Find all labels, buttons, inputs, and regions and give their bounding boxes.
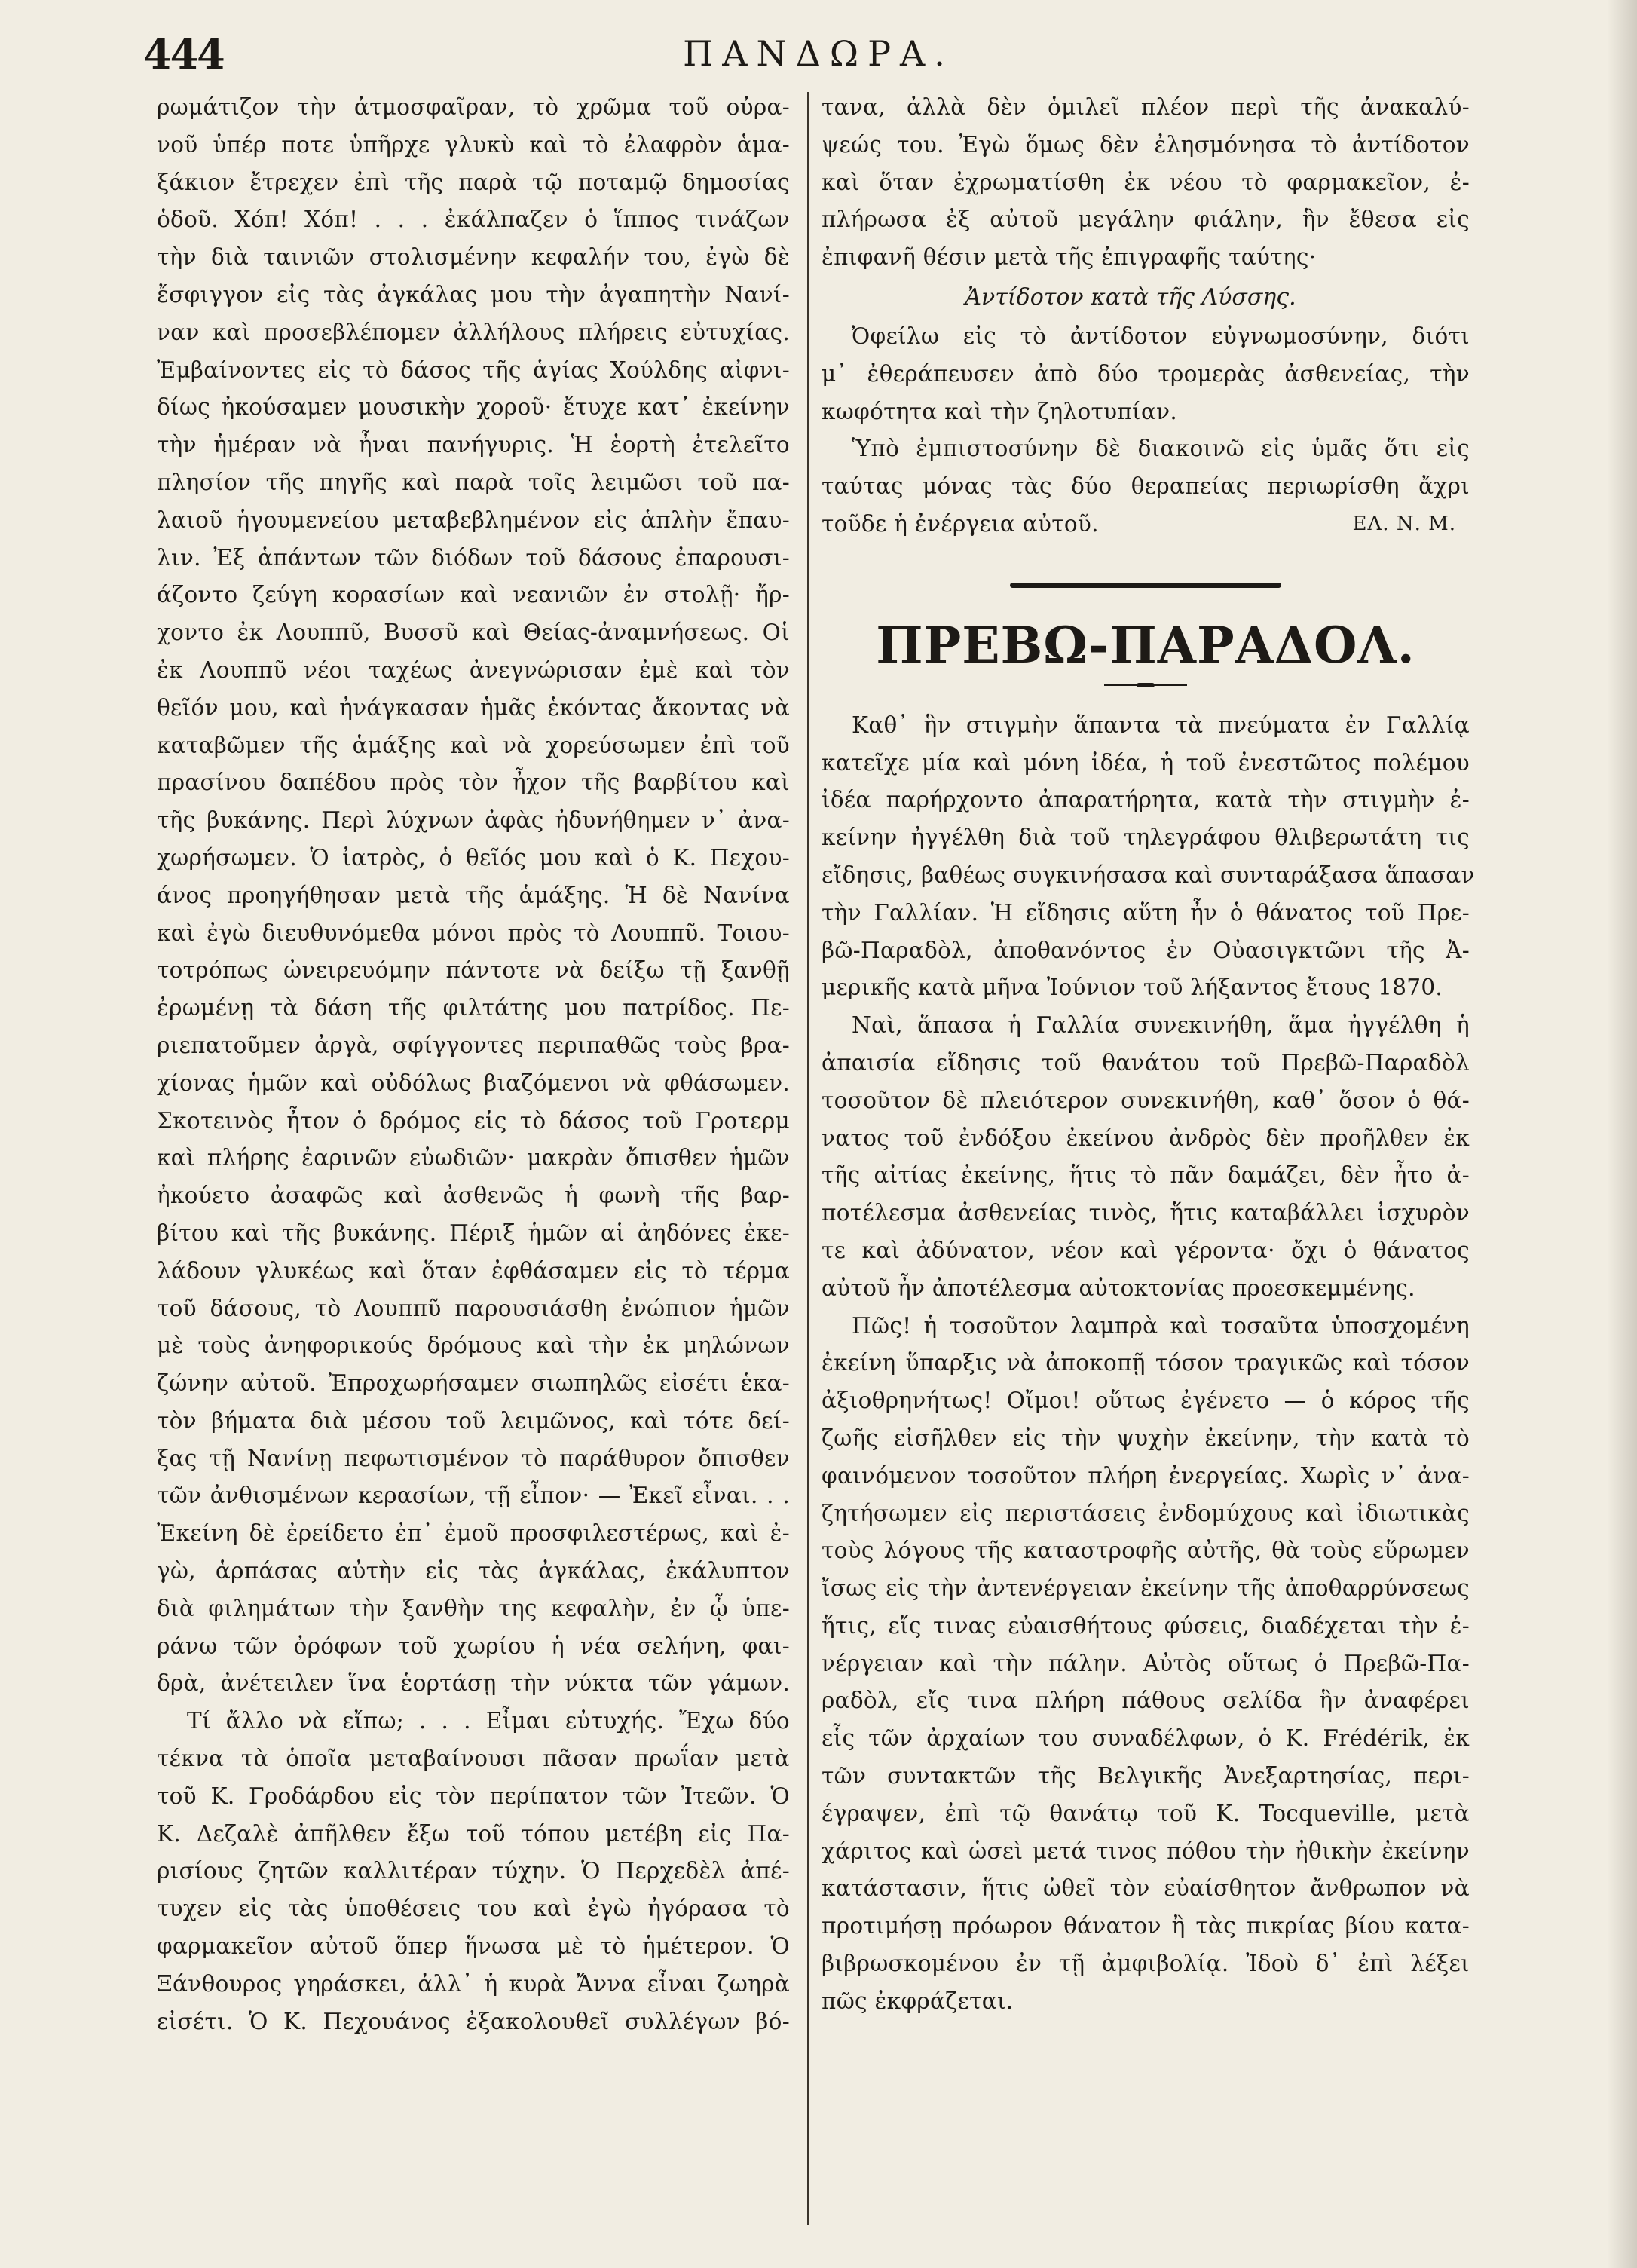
left-column bbox=[157, 89, 790, 2040]
text-line: ζητήσωμεν εἰς περιστάσεις ἐνδομύχους καὶ ἰδιωτικὰς bbox=[822, 1500, 1470, 1526]
text-line: ράνω τῶν ὀρόφων τοῦ χωρίου ἡ νέα σελήνη, φαι- bbox=[157, 1633, 790, 1659]
text-line: ἥτις, εἴς τινας εὐαισθήτους φύσεις, διαδέχεται τὴν ἐ- bbox=[822, 1612, 1470, 1639]
text-line: φαινόμενον τοσοῦτον πλήρη ἐνεργείας. Χωρὶς ν᾽ ἀνα- bbox=[822, 1462, 1470, 1489]
text-line: ζωῆς εἰσῆλθεν εἰς τὴν ψυχὴν ἐκείνην, τὴν κατὰ τὸ bbox=[822, 1425, 1470, 1451]
page-header bbox=[0, 30, 1637, 83]
text-line: Ξάνθουρος γηράσκει, ἀλλ᾽ ἡ κυρὰ Ἄννα εἶναι ζωηρὰ bbox=[157, 1970, 790, 1997]
text-line: τῆς βυκάνης. Περὶ λύχνων ἀφὰς ἠδυνήθημεν ν᾽ ἀνα- bbox=[157, 807, 790, 834]
text-line: έγραψεν, ἐπὶ τῷ θανάτῳ τοῦ Κ. Tocqueville, μετὰ bbox=[822, 1800, 1470, 1826]
text-line: εἷς τῶν ἀρχαίων του συναδέλφων, ὁ Κ. Frédérik, ἐκ bbox=[822, 1725, 1470, 1752]
text-line: χωρήσωμεν. Ὁ ἰατρὸς, ὁ θεῖός μου καὶ ὁ Κ. Πεχου- bbox=[157, 844, 790, 871]
text-line: Ὀφείλω εἰς τὸ ἀντίδοτον εὐγνωμοσύνην, διότι bbox=[852, 323, 1470, 349]
text-line: γὼ, ἁρπάσας αὐτὴν εἰς τὰς ἀγκάλας, ἐκάλυπτον bbox=[157, 1558, 790, 1584]
text-line: πρασίνου δαπέδου πρὸς τὸν ἦχον τῆς βαρβίτου καὶ bbox=[157, 770, 790, 796]
text-line: φαρμακεῖον αὐτοῦ ὅπερ ἥνωσα μὲ τὸ ἡμέτερον. Ὁ bbox=[157, 1933, 790, 1960]
text-line: Κ. Δεζαλὲ ἀπῆλθεν ἔξω τοῦ τόπου μετέβη εἰς Πα- bbox=[157, 1820, 790, 1847]
text-line: βιβρωσκομένου ἐν τῇ ἀμφιβολίᾳ. Ἰδοὺ δ᾽ ἐπὶ λέξει bbox=[822, 1951, 1470, 1977]
text-line: πλησίον τῆς πηγῆς καὶ παρὰ τοῖς λειμῶσι τοῦ πα- bbox=[157, 469, 790, 495]
text-line: Σκοτεινὸς ἦτον ὁ δρόμος εἰς τὸ δάσος τοῦ Γροτερμ bbox=[157, 1107, 790, 1134]
text-line: ἴσως εἰς τὴν ἀντενέργειαν ἐκείνην τῆς ἀποθαρρύνσεως bbox=[822, 1575, 1470, 1602]
text-line: κατεῖχε μία καὶ μόνη ἰδέα, ἡ τοῦ ἐνεστῶτος πολέμου bbox=[822, 749, 1470, 776]
text-line: τοὺς λόγους τῆς καταστροφῆς αὐτῆς, θὰ τοὺς εὕρωμεν bbox=[822, 1538, 1470, 1564]
section-divider-rule bbox=[1010, 583, 1281, 588]
text-line: κείνην ἠγγέλθη διὰ τοῦ τηλεγράφου θλιβερωτάτη τις bbox=[822, 825, 1470, 851]
text-line: χίονας ἡμῶν καὶ οὐδόλως βιαζόμενοι νὰ φθάσωμεν. bbox=[157, 1070, 790, 1096]
text-line: ξας τῇ Νανίνῃ πεφωτισμένον τὸ παράθυρον ὄπισθεν bbox=[157, 1445, 790, 1471]
article-body bbox=[822, 707, 1475, 2021]
text-line: βῶ-Παραδὸλ, ἀποθανόντος ἐν Οὐασιγκτῶνι τῆς Ἀ- bbox=[822, 937, 1470, 963]
text-line: πλήρωσα ἐξ αὐτοῦ μεγάλην φιάλην, ἣν ἔθεσα εἰς bbox=[822, 207, 1470, 233]
column-divider bbox=[807, 92, 809, 2225]
text-line: εἴδησις, βαθέως συγκινήσασα καὶ συνταράξασα ἅπασαν bbox=[822, 862, 1475, 888]
text-line: Τί ἄλλο νὰ εἴπω; . . . Εἶμαι εὐτυχής. Ἔχω δύο bbox=[187, 1708, 790, 1734]
text-line: νέργειαν καὶ τὴν πάλην. Αὐτὸς οὕτως ὁ Πρεβῶ-Πα- bbox=[822, 1650, 1470, 1676]
text-line: χοντο ἐκ Λουππῦ, Βυσσῦ καὶ Θείας-ἀναμνήσεως. Οἱ bbox=[157, 620, 790, 646]
text-line: τανα, ἀλλὰ δὲν ὁμιλεῖ πλέον περὶ τῆς ἀνακαλύ- bbox=[822, 94, 1470, 120]
text-line: αὐτοῦ ἦν ἀποτέλεσμα αὐτοκτονίας προεσκεμμένης. bbox=[822, 1275, 1415, 1301]
text-line: χάριτος καὶ ὡσεὶ μετά τινος πόθου τὴν ἠθικὴν ἐκείνην bbox=[822, 1838, 1470, 1864]
text-line: τοτρόπως ὠνειρευόμην πάντοτε νὰ δείξω τῇ ξανθῇ bbox=[157, 957, 790, 984]
text-line: λαιοῦ ἡγουμενείου μεταβεβλημένον εἰς ἁπλὴν ἔπαυ- bbox=[157, 507, 790, 533]
text-line: λάδουν γλυκέως καὶ ὅταν ἐφθάσαμεν εἰς τὸ τέρμα bbox=[157, 1257, 790, 1284]
text-line: ποτέλεσμα ἀσθενείας τινὸς, ἥτις καταβάλλει ἰσχυρὸν bbox=[822, 1200, 1470, 1226]
text-line: ζώνην αὐτοῦ. Ἐπροχωρήσαμεν σιωπηλῶς εἰσέτι ἑκα- bbox=[157, 1370, 790, 1397]
text-line: βίτου καὶ τῆς βυκάνης. Πέριξ ἡμῶν αἱ ἀηδόνες ἐκε- bbox=[157, 1220, 790, 1246]
author-signature: ΕΛ. Ν. Μ. bbox=[1352, 512, 1456, 535]
text-line: Ἐκείνη δὲ ἐρείδετο ἐπ᾽ ἐμοῦ προσφιλεστέρως, καὶ ἐ- bbox=[157, 1520, 790, 1547]
text-line: ἐρωμένῃ τὰ δάση τῆς φιλτάτης μου πατρίδος. Πε- bbox=[157, 995, 790, 1021]
text-line: ἔσφιγγον εἰς τὰς ἀγκάλας μου τὴν ἀγαπητὴν Νανί- bbox=[157, 281, 790, 308]
text-line: θεῖόν μου, καὶ ἠνάγκασαν ἡμᾶς ἑκόντας ἄκοντας νὰ bbox=[157, 694, 790, 721]
text-line: τὴν ἡμέραν νὰ ἦναι πανήγυρις. Ἡ ἑορτὴ ἐτελεῖτο bbox=[157, 432, 790, 458]
text-line: ψεώς του. Ἐγὼ ὅμως δὲν ἐλησμόνησα τὸ ἀντίδοτον bbox=[822, 131, 1470, 158]
closing-text bbox=[822, 430, 1470, 543]
text-line: Ἐμβαίνοντες εἰς τὸ δάσος τῆς ἁγίας Χούλδης αἰφνι- bbox=[157, 357, 790, 383]
text-line: ραδὸλ, εἴς τινα πλήρη πάθους σελίδα ἣν ἀναφέρει bbox=[822, 1688, 1470, 1714]
text-line: ἠκούετο ἀσαφῶς καὶ ἀσθενῶς ἡ φωνὴ τῆς βαρ- bbox=[157, 1183, 790, 1209]
text-line: νατος τοῦ ἐνδόξου ἐκείνου ἀνδρὸς δὲν προῆλθεν ἐκ bbox=[822, 1125, 1470, 1151]
text-line: τοῦ Κ. Γροδάρδου εἰς τὸν περίπατον τῶν Ἰτεῶν. Ὁ bbox=[157, 1783, 790, 1809]
text-line: καὶ ὅταν ἐχρωματίσθη ἐκ νέου τὸ φαρμακεῖον, ἐ- bbox=[822, 169, 1470, 195]
text-line: Ὑπὸ ἐμπιστοσύνην δὲ διακοινῶ εἰς ὑμᾶς ὅτι εἰς bbox=[852, 436, 1470, 462]
text-line: τέκνα τὰ ὁποῖα μεταβαίνουσι πᾶσαν πρωΐαν μετὰ bbox=[157, 1746, 790, 1772]
text-line: ριεπατοῦμεν ἀργὰ, σφίγγοντες περιπαθῶς τοὺς βρα- bbox=[157, 1032, 790, 1058]
page-number: 444 bbox=[143, 30, 224, 78]
text-line: νοῦ ὑπέρ ποτε ὑπῆρχε γλυκὺ καὶ τὸ ἐλαφρὸν ἁμα- bbox=[157, 131, 790, 158]
text-line: τῶν συντακτῶν τῆς Βελγικῆς Ἀνεξαρτησίας, περι- bbox=[822, 1763, 1470, 1789]
text-line: άζοντο ζεύγη κορασίων καὶ νεανιῶν ἐν στολῇ· ἤρ- bbox=[157, 582, 790, 608]
text-line: ἀπαισία εἴδησις τοῦ θανάτου τοῦ Πρεβῶ-Παραδὸλ bbox=[822, 1049, 1470, 1076]
text-line: τῆς αἰτίας ἐκείνης, ἥτις τὸ πᾶν δαμάζει, δὲν ἦτο ἀ- bbox=[822, 1162, 1470, 1189]
text-line: τὸν βήματα διὰ μέσου τοῦ λειμῶνος, καὶ τότε δεί- bbox=[157, 1407, 790, 1434]
text-line: δρὰ, ἀνέτειλεν ἵνα ἑορτάσῃ τὴν νύκτα τῶν γάμων. bbox=[157, 1670, 790, 1697]
running-head: ΠΑΝΔΩΡΑ. bbox=[683, 33, 954, 74]
text-line: εἰσέτι. Ὁ Κ. Πεχουάνος ἐξακολουθεῖ συλλέγων βό- bbox=[157, 2008, 790, 2034]
text-line: κωφότητα καὶ τὴν ζηλοτυπίαν. bbox=[822, 398, 1178, 424]
text-line: ἐπιφανῆ θέσιν μετὰ τῆς ἐπιγραφῆς ταύτης· bbox=[822, 244, 1317, 271]
title-ornament bbox=[1104, 683, 1187, 687]
text-line: ἐκ Λουππῦ νέοι ταχέως ἀνεγνώρισαν ἐμὲ καὶ τὸν bbox=[157, 657, 790, 683]
text-line: καταβῶμεν τῆς ἁμάξης καὶ νὰ χορεύσωμεν ἐπὶ τοῦ bbox=[157, 732, 790, 758]
text-line: ἰδέα παρήρχοντο ἀπαρατήρητα, κατὰ τὴν στιγμὴν ἐ- bbox=[822, 787, 1470, 813]
text-line: τὴν διὰ ταινιῶν στολισμένην κεφαλήν του, ἐγὼ δὲ bbox=[157, 244, 790, 271]
text-line: τὴν Γαλλίαν. Ἡ εἴδησις αὕτη ἦν ὁ θάνατος τοῦ Πρε- bbox=[822, 899, 1470, 926]
text-line: τυχεν εἰς τὰς ὑποθέσεις του καὶ ἐγὼ ἠγόρασα τὸ bbox=[157, 1896, 790, 1922]
text-line: καὶ πλήρης ἐαρινῶν εὐωδιῶν· μακρὰν ὄπισθεν ἡμῶν bbox=[157, 1145, 790, 1171]
text-line: ναν καὶ προσεβλέπομεν ἀλλήλους πλήρεις εὐτυχίας. bbox=[157, 319, 790, 345]
text-line: Ναὶ, ἅπασα ἡ Γαλλία συνεκινήθη, ἅμα ἠγγέλθη ἡ bbox=[852, 1012, 1470, 1039]
text-line: ἐκείνη ὕπαρξις νὰ ἀποκοπῇ τόσον τραγικῶς καὶ τόσον bbox=[822, 1350, 1470, 1376]
text-line: μ᾽ ἐθεράπευσεν ἀπὸ δύο τρομερὰς ἀσθενείας, τὴν bbox=[822, 360, 1470, 387]
right-column bbox=[822, 89, 1475, 2021]
text-line: τοσοῦτον δὲ πλειότερον συνεκινήθη, καθ᾽ ὅσον ὁ θά- bbox=[822, 1087, 1470, 1113]
text-line: τῶν ἀνθισμένων κερασίων, τῇ εἶπον· — Ἐκεῖ εἶναι. . . bbox=[157, 1483, 790, 1509]
text-line: δίως ἠκούσαμεν μουσικὴν χοροῦ· ἔτυχε κατ᾽ ἐκείνην bbox=[157, 394, 790, 421]
text-line bbox=[822, 506, 1470, 543]
antidote-heading: Ἀντίδοτον κατὰ τῆς Λύσσης. bbox=[965, 283, 1296, 311]
text-line: πῶς ἐκφράζεται. bbox=[822, 1988, 1014, 2014]
text-line: ρωμάτιζον τὴν ἀτμοσφαῖραν, τὸ χρῶμα τοῦ οὐρα- bbox=[157, 94, 790, 120]
text-line: προτιμήσῃ πρόωρον θάνατον ἢ τὰς πικρίας βίου κατα- bbox=[822, 1913, 1470, 1939]
text-line: Πῶς! ἡ τοσοῦτον λαμπρὰ καὶ τοσαῦτα ὑποσχομένη bbox=[852, 1312, 1470, 1339]
antidote-text bbox=[822, 318, 1470, 430]
text-line: λιν. Ἐξ ἁπάντων τῶν διόδων τοῦ δάσους ἐπαρουσι- bbox=[157, 544, 790, 571]
text-line: ξάκιον ἔτρεχεν ἐπὶ τῆς παρὰ τῷ ποταμῷ δημοσίας bbox=[157, 169, 790, 195]
text-line: κατάστασιν, ἥτις ὠθεῖ τὸν εὐαίσθητον ἄνθρωπον νὰ bbox=[822, 1875, 1470, 1902]
text-line: μὲ τοὺς ἀνηφορικούς δρόμους καὶ τὴν ἐκ μηλώνων bbox=[157, 1333, 790, 1359]
article-title: ΠΡΕΒΩ-ΠΑΡΑΔΟΛ. bbox=[876, 615, 1415, 675]
text-line: τε καὶ ἀδύνατον, νέον καὶ γέροντα· ὄχι ὁ θάνατος bbox=[822, 1237, 1470, 1263]
text-line: ταύτας μόνας τὰς δύο θεραπείας περιωρίσθη ἄχρι bbox=[822, 473, 1470, 500]
continued-text bbox=[822, 89, 1470, 277]
text-line: ρισίους ζητῶν καλλιτέραν τύχην. Ὁ Περχεδὲλ ἀπέ- bbox=[157, 1858, 790, 1884]
text-line: ὁδοῦ. Χόπ! Χόπ! . . . ἐκάλπαζεν ὁ ἵππος τινάζων bbox=[157, 207, 790, 233]
text-line: άνος προηγήθησαν μετὰ τῆς ἁμάξης. Ἡ δὲ Νανίνα bbox=[157, 882, 790, 908]
text-line: Καθ᾽ ἣν στιγμὴν ἅπαντα τὰ πνεύματα ἐν Γαλλίᾳ bbox=[852, 712, 1470, 738]
text-line-content: τοῦδε ἡ ἐνέργεια αὐτοῦ. bbox=[822, 510, 1099, 537]
text-line: ἀξιοθρηνήτως! Οἴμοι! οὕτως ἐγένετο — ὁ κόρος τῆς bbox=[822, 1388, 1470, 1414]
text-line: μερικῆς κατὰ μῆνα Ἰούνιον τοῦ λήξαντος ἔτους 1870. bbox=[822, 975, 1443, 1001]
text-line: διὰ φιλημάτων τὴν ξανθὴν της κεφαλὴν, ἐν ᾧ ὑπε- bbox=[157, 1595, 790, 1621]
text-line: καὶ ἐγὼ διευθυνόμεθα μόνοι πρὸς τὸ Λουππῦ. Τοιου- bbox=[157, 920, 790, 946]
binding-shadow bbox=[1607, 0, 1637, 2268]
text-line: τοῦ δάσους, τὸ Λουππῦ παρουσιάσθη ἐνώπιον ἡμῶν bbox=[157, 1295, 790, 1321]
